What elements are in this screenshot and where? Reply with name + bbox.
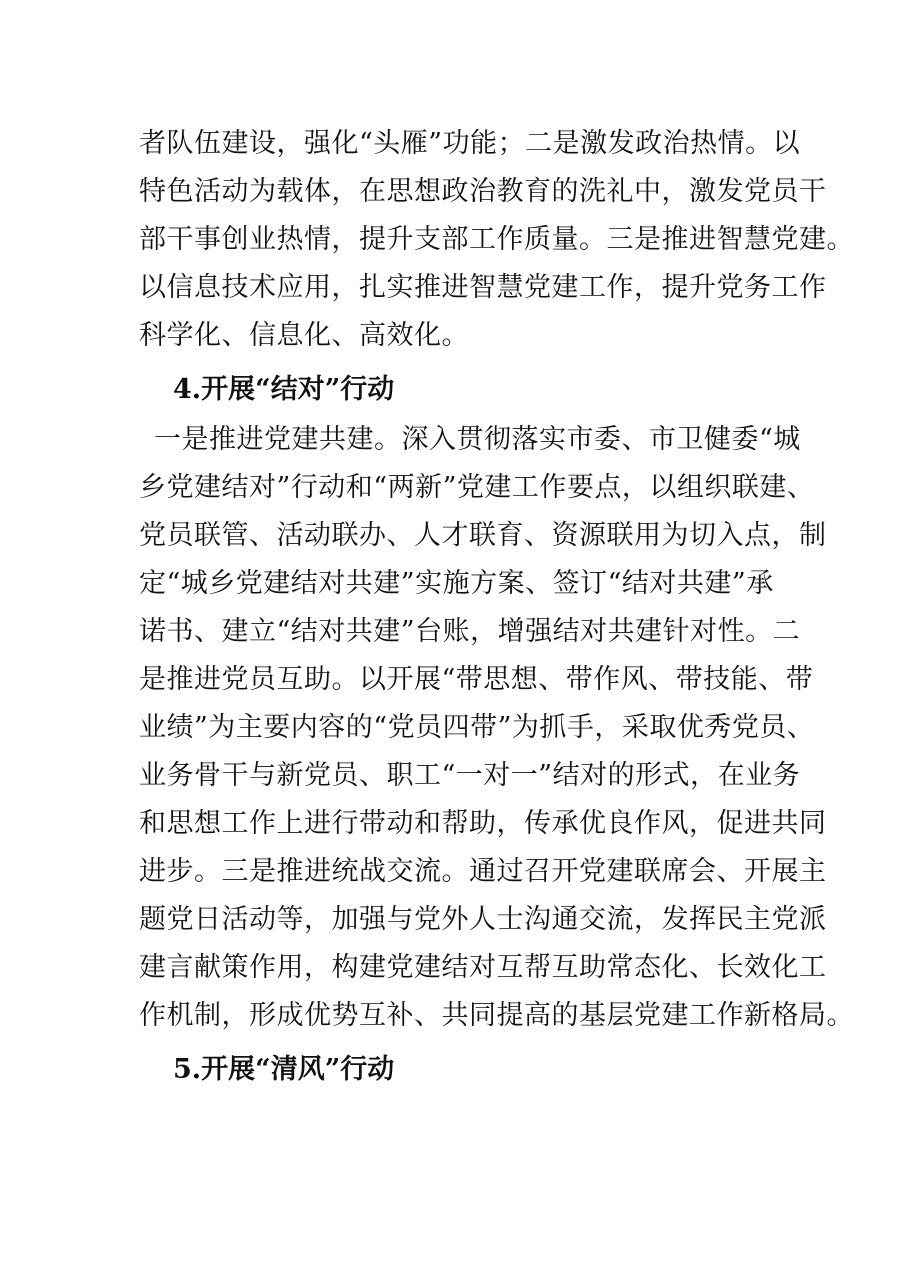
paragraph-line: 进步。三是推进统战交流。通过召开党建联席会、开展主 <box>139 856 827 887</box>
paragraph-line: 作机制，形成优势互补、共同提高的基层党建工作新格局。 <box>139 1000 854 1031</box>
paragraph-line: 建言献策作用，构建党建结对互帮互助常态化、长效化工 <box>139 952 827 983</box>
paragraph-line: 部干事创业热情，提升支部工作质量。三是推进智慧党建。 <box>139 224 854 255</box>
paragraph-line: 诺书、建立“结对共建”台账，增强结对共建针对性。二 <box>139 616 801 647</box>
paragraph-line: 党员联管、活动联办、人才联育、资源联用为切入点，制 <box>139 520 827 551</box>
paragraph-line: 业绩”为主要内容的“党员四带”为抓手，采取优秀党员、 <box>139 712 815 743</box>
section-heading-5: 5.开展“清风”行动 <box>173 1054 395 1085</box>
paragraph-line: 是推进党员互助。以开展“带思想、带作风、带技能、带 <box>139 664 814 695</box>
paragraph-line: 一是推进党建共建。深入贯彻落实市委、市卫健委“城 <box>154 424 801 455</box>
paragraph-line: 科学化、信息化、高效化。 <box>139 320 469 351</box>
paragraph-line: 业务骨干与新党员、职工“一对一”结对的形式，在业务 <box>139 760 801 791</box>
paragraph-line: 以信息技术应用，扎实推进智慧党建工作，提升党务工作 <box>139 272 827 303</box>
paragraph-line: 者队伍建设，强化“头雁”功能；二是激发政治热情。以 <box>139 128 801 159</box>
paragraph-line: 和思想工作上进行带动和帮助，传承优良作风，促进共同 <box>139 808 827 839</box>
section-heading-4: 4.开展“结对”行动 <box>173 374 395 405</box>
paragraph-line: 定“城乡党建结对共建”实施方案、签订“结对共建”承 <box>139 568 774 599</box>
paragraph-line: 乡党建结对”行动和“两新”党建工作要点，以组织联建、 <box>139 472 815 503</box>
paragraph-line: 特色活动为载体，在思想政治教育的洗礼中，激发党员干 <box>139 176 827 207</box>
document-body <box>139 120 854 1096</box>
paragraph-line: 题党日活动等，加强与党外人士沟通交流，发挥民主党派 <box>139 904 827 935</box>
